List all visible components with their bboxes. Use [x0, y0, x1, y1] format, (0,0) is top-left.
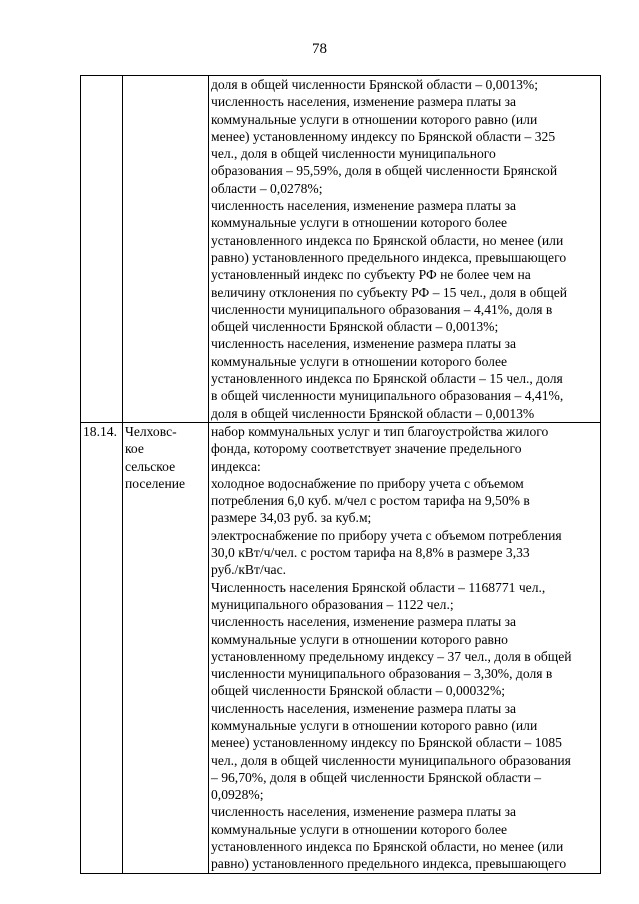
text-line: 30,0 кВт/ч/чел. с ростом тарифа на 8,8% в размере 3,33 [211, 545, 530, 561]
municipality-name-line: Челховс- [125, 423, 177, 439]
text-line: общей численности Брянской области – 0,0013%; [211, 319, 499, 335]
text-line: установленный индекс по субъекту РФ не более чем на [211, 267, 531, 283]
text-line: потребления 6,0 куб. м/чел с ростом тарифа на 9,50% в [211, 493, 530, 509]
text-line: Численность населения Брянской области – 1168771 чел., [211, 579, 546, 595]
text-line: коммунальные услуги в отношении которого более [211, 353, 508, 369]
text-line: общей численности Брянской области – 0,00032%; [211, 683, 506, 699]
text-line: равно) установленного предельного индекса, превышающего [211, 856, 567, 872]
text-line: в общей численности муниципального образования – 4,41%, [211, 388, 564, 404]
text-line: численность населения, изменение размера платы за [211, 336, 517, 352]
table-row [81, 422, 601, 873]
text-line: численность населения, изменение размера платы за [211, 94, 517, 110]
text-line: фонда, которому соответствует значение предельного [211, 441, 522, 457]
text-line: муниципального образования – 1122 чел.; [211, 596, 454, 612]
text-line: величину отклонения по субъекту РФ – 15 чел., доля в общей [211, 284, 568, 300]
text-line: доля в общей численности Брянской области – 0,0013% [211, 405, 535, 421]
text-line: коммунальные услуги в отношении которого равно (или [211, 111, 538, 127]
row-number: 18.14. [83, 423, 117, 439]
text-line: установленному предельному индексу – 37 чел., доля в общей [211, 648, 572, 664]
text-line: индекса: [211, 458, 261, 474]
document-table [80, 75, 601, 874]
text-line: холодное водоснабжение по прибору учета с объемом [211, 475, 524, 491]
text-line: менее) установленному индексу по Брянской области – 1085 [211, 735, 562, 751]
description-cell [209, 76, 601, 423]
text-line: доля в общей численности Брянской области – 0,0013%; [211, 77, 539, 92]
municipality-name-line: поселение [125, 475, 186, 491]
row-number-cell [81, 422, 123, 873]
text-line: установленного индекса по Брянской области – 15 чел., доля [211, 371, 563, 387]
text-line: чел., доля в общей численности муниципального [211, 146, 496, 162]
text-line: коммунальные услуги в отношении которого более [211, 821, 508, 837]
text-line: – 96,70%, доля в общей численности Брянской области – [211, 769, 542, 785]
text-line: численности муниципального образования – 3,30%, доля в [211, 666, 553, 682]
text-line: равно) установленного предельного индекса, превышающего [211, 249, 567, 265]
text-line: коммунальные услуги в отношении которого более [211, 215, 508, 231]
table-row [81, 76, 601, 423]
text-line: электроснабжение по прибору учета с объемом потребления [211, 527, 562, 543]
text-line: менее) установленному индексу по Брянской области – 325 [211, 128, 556, 144]
text-line: установленного индекса по Брянской области, но менее (или [211, 839, 564, 855]
text-line: численности муниципального образования – 4,41%, доля в [211, 301, 553, 317]
municipality-name-line: сельское [125, 458, 176, 474]
text-line: 0,0928%; [211, 787, 264, 803]
municipality-name-line: кое [125, 441, 144, 457]
page-number: 78 [312, 41, 327, 57]
text-line: численность населения, изменение размера платы за [211, 614, 517, 630]
text-line: руб./кВт/час. [211, 562, 287, 578]
description-cell [209, 422, 601, 873]
text-line: коммунальные услуги в отношении которого равно (или [211, 717, 538, 733]
text-line: области – 0,0278%; [211, 180, 323, 196]
text-line: установленного индекса по Брянской области, но менее (или [211, 232, 564, 248]
text-line: численность населения, изменение размера платы за [211, 198, 517, 214]
text-line: размере 34,03 руб. за куб.м; [211, 510, 372, 526]
text-line: чел., доля в общей численности муниципального образования [211, 752, 571, 768]
row-number-cell [81, 76, 123, 423]
text-line: численность населения, изменение размера платы за [211, 700, 517, 716]
text-line: численность населения, изменение размера платы за [211, 804, 517, 820]
text-line: образования – 95,59%, доля в общей численности Брянской [211, 163, 558, 179]
text-line: коммунальные услуги в отношении которого равно [211, 631, 508, 647]
municipality-name-cell [123, 422, 209, 873]
municipality-name-cell [123, 76, 209, 423]
text-line: набор коммунальных услуг и тип благоустройства жилого [211, 423, 549, 439]
